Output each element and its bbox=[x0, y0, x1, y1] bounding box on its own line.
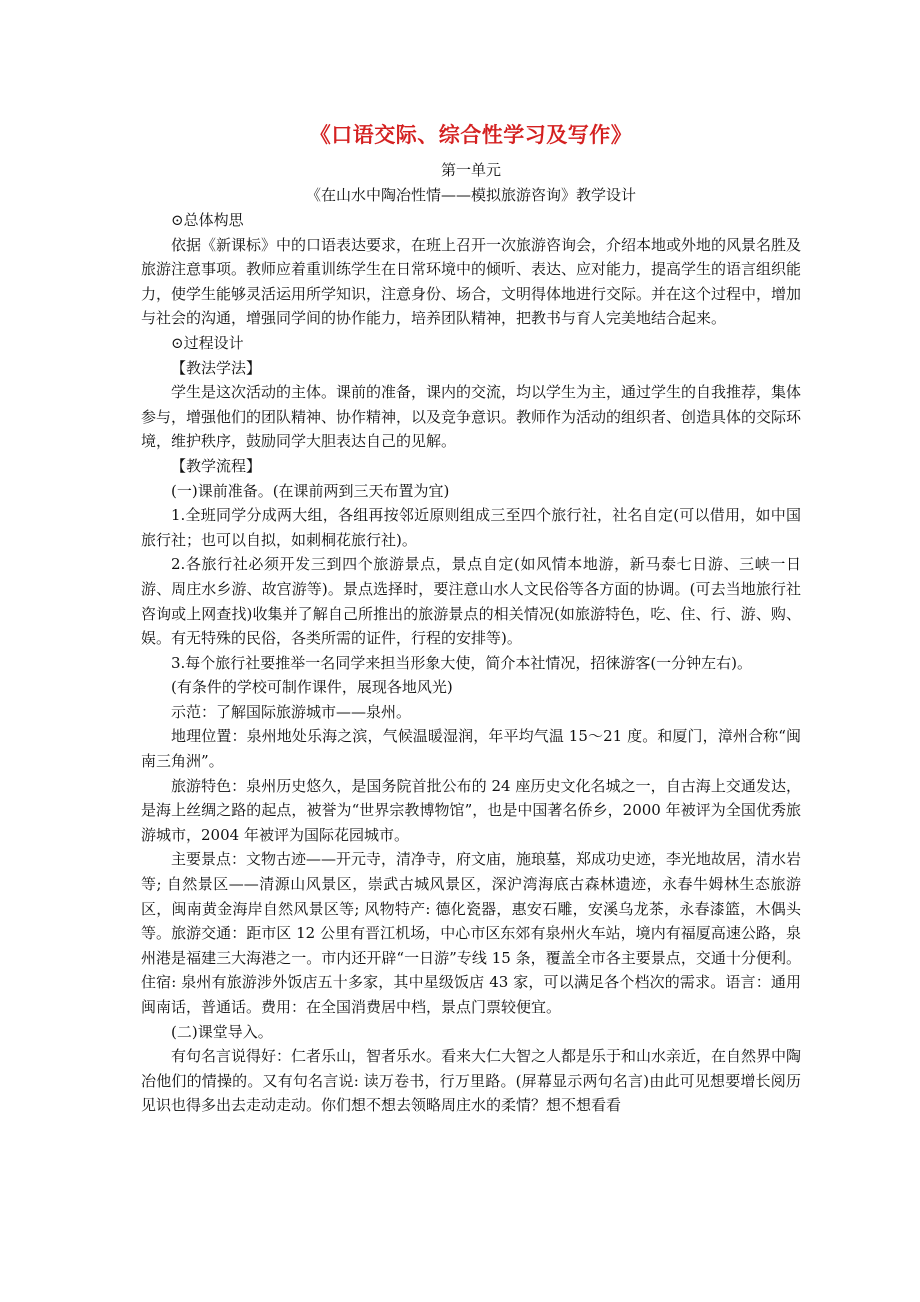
document-title: 《口语交际、综合性学习及写作》 bbox=[309, 122, 633, 147]
list-item-3: 3.每个旅行社要推举一名同学来担当形象大使，简介本社情况，招徕游客(一分钟左右)。 bbox=[171, 653, 753, 672]
paragraph-overview: 依据《新课标》中的口语表达要求，在班上召开一次旅游咨询会，介绍本地或外地的风景名胜及旅游注意事项。教师应着重训练学生在日常环境中的倾听、表达、应对能力，提高学生的语言组织能力，使学生能够灵活运用所学知识，注意身份、场合，文明得体地进行交际。并在这个过程中，增加与社会的沟通，增强同学间的协作能力，培养团队精神，把教书与育人完美地结合起来。 bbox=[141, 235, 802, 328]
paragraph-methods: 学生是这次活动的主体。课前的准备，课内的交流，均以学生为主，通过学生的自我推荐，集体参与，增强他们的团队精神、协作精神，以及竞争意识。教师作为活动的组织者、创造具体的交际环境，维护秩序，鼓励同学大胆表达自己的见解。 bbox=[141, 383, 802, 451]
unit-heading: 第一单元 bbox=[440, 161, 501, 179]
list-item-2: 2.各旅行社必须开发三到四个旅游景点，景点自定(如风情本地游，新马泰七日游、三峡一日游、周庄水乡游、故宫游等)。景点选择时，要注意山水人文民俗等各方面的协调。(可去当地旅行社咨询或上网查找)收集并了解自己所推出的旅游景点的相关情况(如旅游特色，吃、住、行、游、购、娱。有无特殊的民俗，各类所需的证件，行程的安排等)。 bbox=[141, 555, 801, 648]
document-page bbox=[141, 118, 801, 1118]
step-heading-introduction: (二)课堂导入。 bbox=[171, 1022, 273, 1041]
subheading-flow: 【教学流程】 bbox=[171, 456, 262, 475]
example-heading: 示范：了解国际旅游城市——泉州。 bbox=[171, 702, 412, 721]
note-courseware: (有条件的学校可制作课件，展现各地风光) bbox=[171, 678, 453, 697]
paragraph-tourism-features: 旅游特色：泉州历史悠久，是国务院首批公布的 24 座历史文化名城之一，自古海上交通发达，是海上丝绸之路的起点，被誉为“世界宗教博物馆”，也是中国著名侨乡，2000 年被评为全国优秀旅游城市，2004 年被评为国际花园城市。 bbox=[141, 776, 801, 844]
list-item-1: 1.全班同学分成两大组，各组再按邻近原则组成三至四个旅行社，社名自定(可以借用，如中国旅行社；也可以自拟，如刺桐花旅行社)。 bbox=[141, 506, 801, 549]
lesson-subtitle: 《在山水中陶冶性情——模拟旅游咨询》教学设计 bbox=[305, 186, 636, 204]
subheading-methods: 【教法学法】 bbox=[171, 358, 262, 377]
paragraph-main-attractions: 主要景点：文物古迹——开元寺，清净寺，府文庙，施琅墓，郑成功史迹，李光地故居，清水岩等; 自然景区——清源山风景区，崇武古城风景区，深沪湾海底古森林遗迹，永春牛姆林生态旅游区，闽南黄金海岸自然风景区等; 风物特产: 德化瓷器，惠安石雕，安溪乌龙茶，永春漆篮，木偶头等。旅游交通：距市区 12 公里有晋江机场，中心市区东郊有泉州火车站，境内有福厦高速公路，泉州港是福建三大海港之一。市内还开辟“一日游”专线 15 条，覆盖全市各主要景点，交通十分便利。住宿: 泉州有旅游涉外饭店五十多家，其中星级饭店 43 家，可以满足各个档次的需求。语言：通用闽南话，普通话。费用：在全国消费居中档，景点门票较便宜。 bbox=[141, 850, 802, 1016]
step-heading-preparation: (一)课前准备。(在课前两到三天布置为宜) bbox=[171, 481, 450, 500]
paragraph-introduction: 有句名言说得好：仁者乐山，智者乐水。看来大仁大智之人都是乐于和山水亲近，在自然界中陶冶他们的情操的。又有句名言说: 读万卷书，行万里路。(屏幕显示两句名言)由此可见想要增长阅历见识也得多出去走动走动。你们想不想去领略周庄水的柔情？想不想看看 bbox=[141, 1047, 802, 1115]
paragraph-geography: 地理位置：泉州地处乐海之滨，气候温暖湿润，年平均气温 15～21 度。和厦门，漳州合称“闽南三角洲”。 bbox=[141, 727, 801, 771]
section-heading-process: ⊙过程设计 bbox=[171, 333, 244, 352]
section-heading-overview: ⊙总体构思 bbox=[171, 211, 244, 229]
